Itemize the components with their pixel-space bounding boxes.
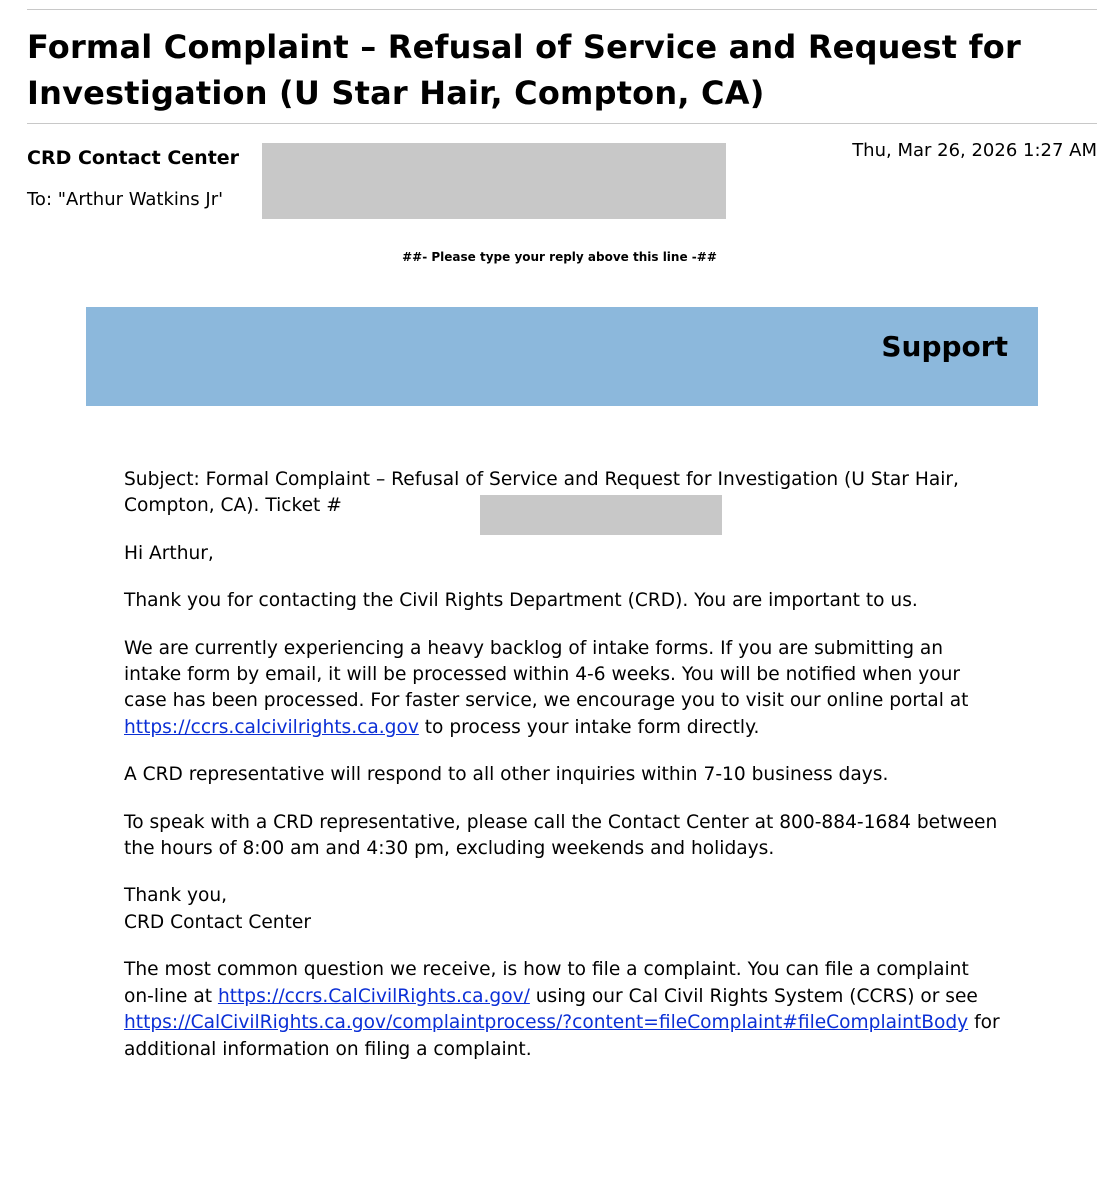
complaint-text-mid: using our Cal Civil Rights System (CCRS) or see — [529, 985, 978, 1007]
email-subject: Formal Complaint – Refusal of Service and Request for Investigation (U Star Hair, Compton, CA) — [27, 28, 1021, 112]
paragraph-phone: To speak with a CRD representative, please call the Contact Center at 800-884-1684 between the hours of 8:00 am and 4:30 pm, excluding weekends and holidays. — [124, 811, 998, 860]
paragraph-response-time: A CRD representative will respond to all other inquiries within 7-10 business days. — [124, 764, 889, 786]
ccrs-link[interactable]: https://ccrs.CalCivilRights.ca.gov/ — [217, 985, 530, 1007]
body-subject-text: Subject: Formal Complaint – Refusal of Service and Request for Investigation (U Star Hair, Compton, CA). Ticket # — [124, 469, 959, 517]
signoff — [124, 883, 1004, 936]
complaint-text-start: The most common question we receive, is how to file a complaint. You can file a complaint on-line at — [124, 959, 969, 1007]
complaint-text-end: for additional information on filing a complaint. — [124, 1012, 1000, 1060]
recipient-name: "Arthur Watkins Jr' — [57, 189, 224, 210]
greeting: Hi Arthur, — [124, 542, 214, 564]
backlog-text-start: We are currently experiencing a heavy backlog of intake forms. If you are submitting an intake form by email, it will be processed within 4-6 weeks. You will be notified when your case has been processed. For faster service, we encourage you to visit our online portal at — [124, 637, 969, 712]
recipient-line — [27, 188, 223, 212]
to-label: To: — [27, 189, 53, 210]
support-banner — [86, 307, 1038, 406]
header-divider — [27, 123, 1097, 124]
signoff-name: CRD Contact Center — [124, 911, 311, 933]
redacted-ticket-number — [480, 495, 722, 535]
banner-title: Support — [881, 330, 1008, 363]
email-date: Thu, Mar 26, 2026 1:27 AM — [852, 140, 1097, 161]
backlog-text-end: to process your intake form directly. — [418, 716, 760, 738]
complaint-process-link[interactable]: https://CalCivilRights.ca.gov/complaintprocess/?content=fileComplaint#fileComplaintBody — [124, 1012, 969, 1034]
email-body — [124, 467, 1004, 1084]
paragraph-file-complaint — [124, 957, 1004, 1063]
redacted-email-address — [262, 143, 726, 219]
portal-link[interactable]: https://ccrs.calcivilrights.ca.gov — [124, 716, 419, 738]
signoff-thanks: Thank you, — [124, 885, 228, 907]
paragraph-backlog — [124, 636, 1004, 742]
reply-marker: ##- Please type your reply above this line -## — [402, 250, 717, 264]
sender-name: CRD Contact Center — [27, 147, 240, 169]
paragraph-thanks: Thank you for contacting the Civil Rights Department (CRD). You are important to us. — [124, 590, 918, 612]
top-divider — [27, 9, 1097, 10]
